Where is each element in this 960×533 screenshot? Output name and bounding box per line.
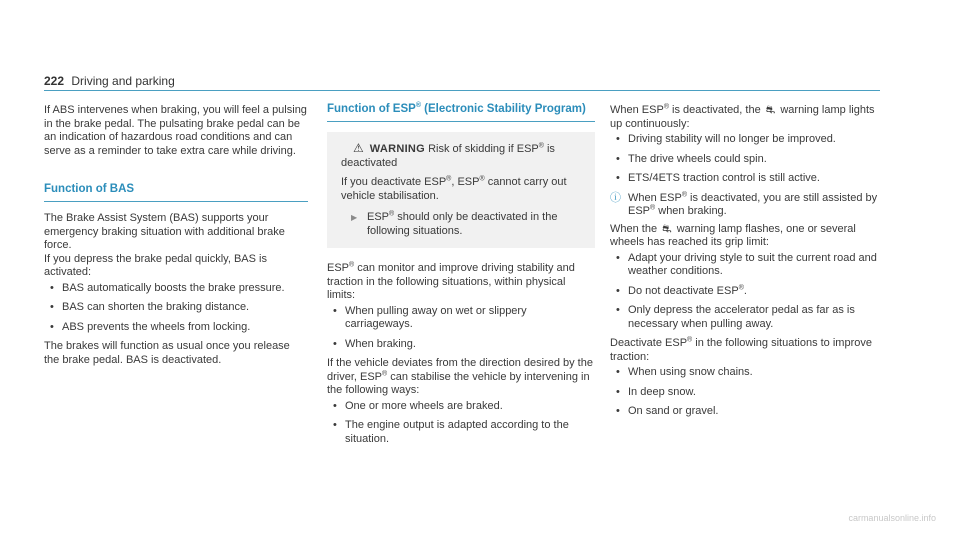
- list-item: • ETS/4ETS traction control is still active.: [610, 172, 878, 186]
- page-number: 222: [44, 74, 65, 88]
- info-text: When ESP® is deactivated, you are still assisted by ESP® when braking.: [628, 190, 878, 217]
- list-item: • On sand or gravel.: [610, 405, 878, 419]
- list-item: • In deep snow.: [610, 386, 878, 400]
- esp-flash-bullet-list: [610, 252, 878, 332]
- bas-heading: Function of BAS: [44, 183, 135, 195]
- esp-flash-text: [610, 223, 878, 250]
- bas-text-2: If you depress the brake pedal quickly, BAS is activated:: [44, 252, 267, 278]
- column-right: [610, 104, 878, 425]
- warning-action-text: ESP® should only be deactivated in the following situations.: [367, 210, 558, 237]
- esp-off-text: [610, 104, 878, 131]
- header-rule: [44, 90, 880, 91]
- column-left: [44, 104, 308, 367]
- list-item: • BAS automatically boosts the brake pressure.: [44, 282, 308, 296]
- list-item: • One or more wheels are braked.: [327, 400, 595, 414]
- esp-off-bullet-list: [610, 133, 878, 186]
- list-item: • BAS can shorten the braking distance.: [44, 301, 308, 315]
- esp-heading: Function of ESP® (Electronic Stability Program): [327, 102, 586, 115]
- info-icon: ⓘ: [610, 191, 621, 204]
- esp-warning-lamp-icon: ⛐: [662, 222, 672, 235]
- abs-intro: If ABS intervenes when braking, you will feel a pulsing in the brake pedal. The pulsating brake pedal can be an indication of hazardous road conditions and can serve as a reminder to take extra care while driving.: [44, 104, 307, 157]
- list-item: • Do not deactivate ESP®.: [610, 285, 878, 299]
- esp-heading-rule: [327, 121, 595, 122]
- section-title: Driving and parking: [71, 74, 175, 88]
- list-item: • The drive wheels could spin.: [610, 153, 878, 167]
- list-item: • When braking.: [327, 338, 595, 352]
- watermark: carmanualsonline.info: [848, 513, 936, 523]
- warning-action: [341, 211, 583, 238]
- column-middle: [327, 102, 595, 452]
- bas-text-1: The Brake Assist System (BAS) supports your emergency braking situation with additional brake force.: [44, 212, 285, 251]
- esp-off-warning-lamp-icon: ⛐: [765, 104, 776, 116]
- esp-text-1: ESP® can monitor and improve driving stability and traction in the following situations, within physical limits:: [327, 261, 575, 301]
- esp-bullet-list-2: [327, 400, 595, 447]
- bas-bullet-list: [44, 282, 308, 335]
- esp-text-2: If the vehicle deviates from the direction desired by the driver, ESP® can stabilise the vehicle by intervening in the following ways:: [327, 357, 593, 396]
- esp-bullet-list-1: [327, 305, 595, 352]
- warning-title: Risk of skidding if ESP® is deactivated: [341, 142, 555, 169]
- info-note: [610, 192, 878, 219]
- esp-flash-text-a: When the: [610, 222, 658, 235]
- bas-heading-rule: [44, 201, 308, 202]
- deactivate-bullet-list: [610, 366, 878, 419]
- page-header: [44, 74, 175, 88]
- warning-box: [327, 132, 595, 248]
- esp-off-text-b: warning lamp lights up continuously:: [610, 104, 875, 130]
- esp-off-text-a: When ESP® is deactivated, the: [610, 103, 761, 116]
- warning-triangle-icon: ⚠: [353, 141, 364, 155]
- list-item: • Only depress the accelerator pedal as far as is necessary when pulling away.: [610, 304, 878, 331]
- warning-body: If you deactivate ESP®, ESP® cannot carry out vehicle stabilisation.: [341, 175, 567, 202]
- list-item: • When using snow chains.: [610, 366, 878, 380]
- list-item: • ABS prevents the wheels from locking.: [44, 321, 308, 335]
- warning-header: [341, 142, 583, 170]
- deactivate-text: Deactivate ESP® in the following situations to improve traction:: [610, 336, 872, 363]
- esp-flash-text-b: warning lamp flashes, one or several wheels has reached its grip limit:: [610, 222, 856, 248]
- list-item: • Adapt your driving style to suit the current road and weather conditions.: [610, 252, 878, 279]
- bas-text-3: The brakes will function as usual once you release the brake pedal. BAS is deactivated.: [44, 340, 290, 366]
- list-item: • The engine output is adapted according to the situation.: [327, 419, 595, 446]
- list-item: • When pulling away on wet or slippery carriageways.: [327, 305, 595, 332]
- list-item: • Driving stability will no longer be improved.: [610, 133, 878, 147]
- warning-label: WARNING: [369, 143, 426, 155]
